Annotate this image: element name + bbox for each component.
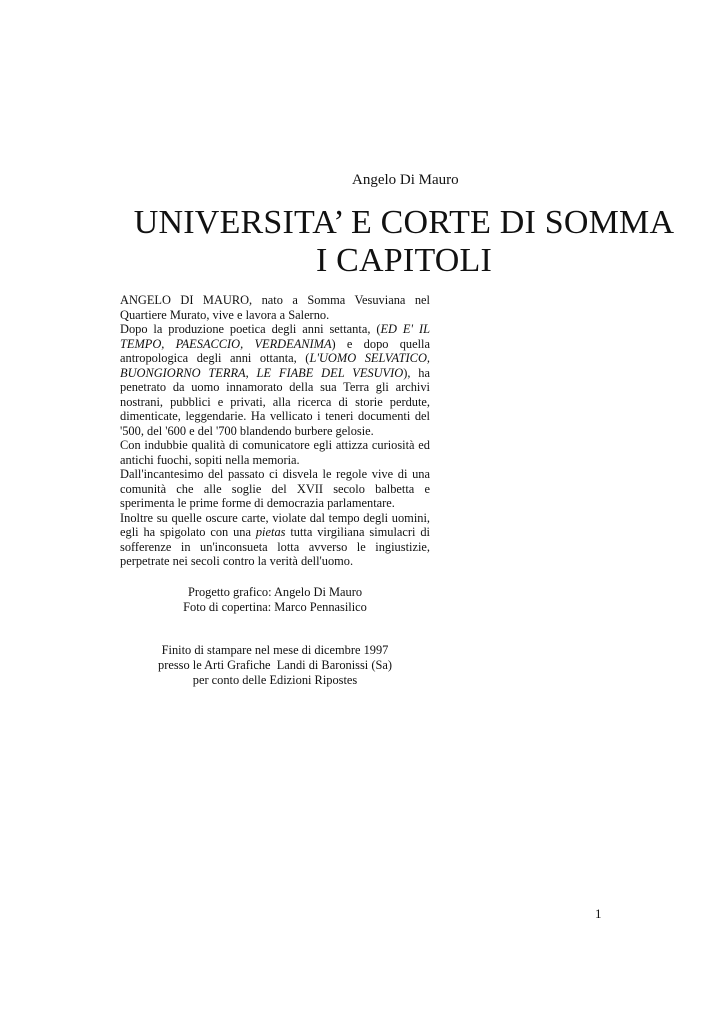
title-line-1: UNIVERSITA’ E CORTE DI SOMMA (133, 204, 675, 241)
page-number: 1 (595, 906, 602, 921)
poetry-titles: ED E' IL TEMPO, PAESACCIO, VERDEANIMA (120, 322, 430, 351)
credits (120, 585, 430, 615)
colophon-line-1: Finito di stampare nel mese di dicembre 1997 (161, 643, 389, 657)
bio-paragraph-3: Con indubbie qualità di comunicatore egli attizza curiosità ed antichi fuochi, sopiti nella memoria. (120, 438, 430, 467)
bio-text: Dopo la produzione poetica degli anni settanta, ( (120, 322, 381, 336)
colophon-line-3: per conto delle Edizioni Ripostes (192, 673, 358, 687)
bio-paragraph-4: Dall'incantesimo del passato ci disvela le regole vive di una comunità che alle soglie del XVII secolo balbetta e sperimenta le prime forme di democrazia parlamentare. (120, 467, 430, 510)
title-line-2: I CAPITOLI (315, 242, 493, 279)
bio-paragraph-5 (120, 511, 430, 569)
author-name: Angelo Di Mauro (352, 172, 459, 188)
cover-photo-credit: Foto di copertina: Marco Pennasilico (183, 600, 367, 614)
colophon (120, 643, 430, 688)
bio-text: ), ha penetrato da uomo innamorato della sua Terra gli archivi nostrani, pubblici e privati, alla ricerca di storie perdute, dimenticate, leggendarie. Ha vellicato i teneri documenti del '500, del '600 e del '700 blandendo burbere gelosie. (120, 365, 430, 438)
bio-paragraph-1: ANGELO DI MAURO, nato a Somma Vesuviana nel Quartiere Murato, vive e lavora a Salerno. (120, 293, 430, 322)
bio-paragraph-2 (120, 322, 430, 438)
italic-word: pietas (255, 525, 286, 539)
anthropology-titles: L'UOMO SELVATICO, BUONGIORNO TERRA, LE FIABE DEL VESUVIO (120, 351, 430, 380)
bio-text: ) e dopo quella antropologica degli anni ottanta, ( (120, 336, 430, 365)
bio-text: tutta virgiliana simulacri di sofferenze in un'inconsueta lotta avverso le ingiustizie, perpetrate nei secoli contro la verità dell'uomo. (120, 525, 430, 568)
graphic-design-credit: Progetto grafico: Angelo Di Mauro (187, 585, 363, 599)
document-title (120, 204, 688, 280)
author-biography (120, 293, 430, 569)
bio-text: Inoltre su quelle oscure carte, violate dal tempo degli uomini, egli ha spigolato con una (120, 510, 430, 539)
colophon-line-2: presso le Arti Grafiche Landi di Baronissi (Sa) (158, 658, 392, 672)
